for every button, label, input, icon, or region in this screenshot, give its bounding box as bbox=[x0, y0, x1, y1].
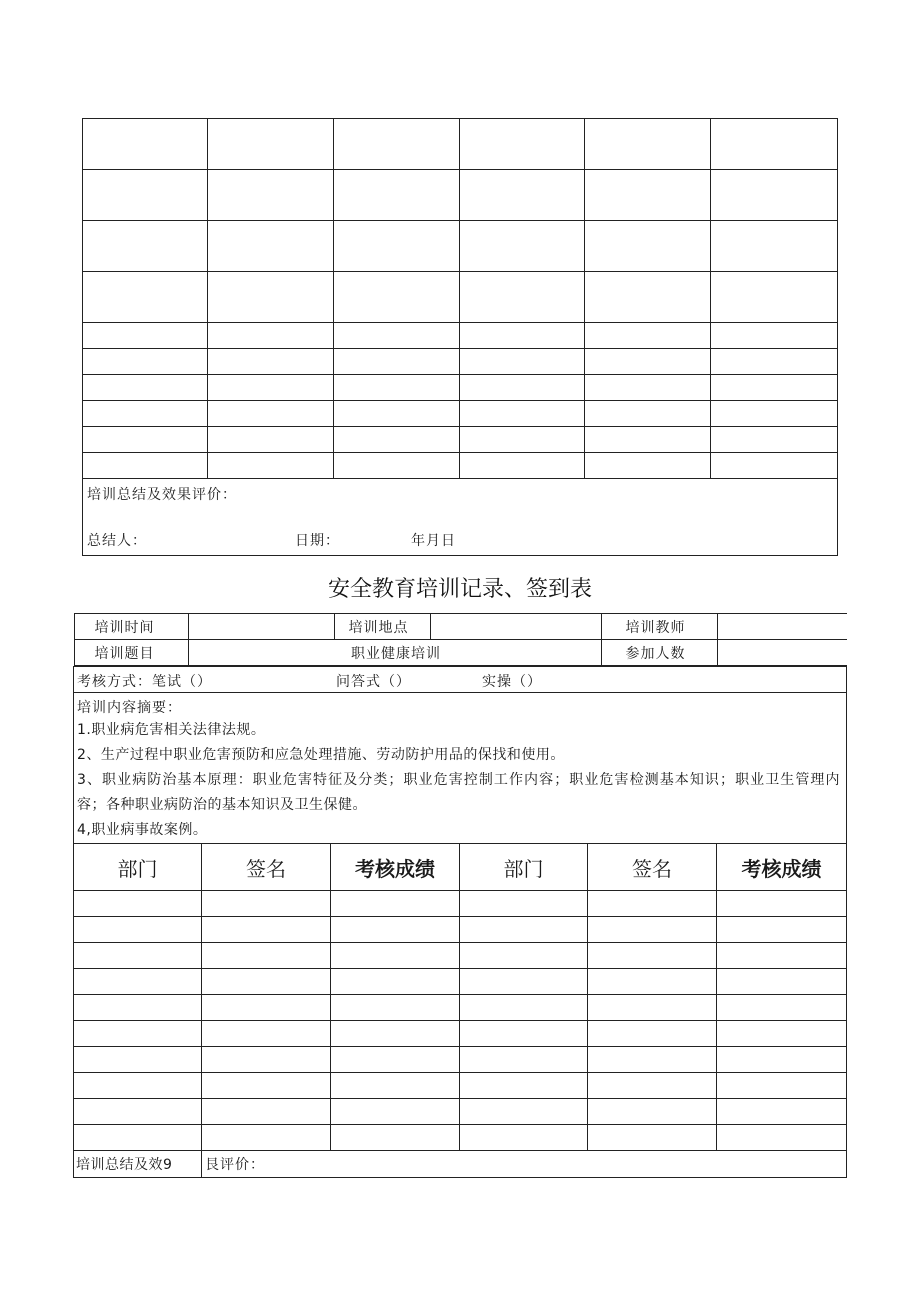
exam-qa-label[interactable]: 问答式（） bbox=[336, 674, 411, 690]
signin-cell[interactable] bbox=[588, 917, 717, 943]
count-field[interactable] bbox=[717, 640, 847, 666]
blank-cell[interactable] bbox=[334, 119, 460, 170]
topic-field[interactable]: 职业健康培训 bbox=[188, 640, 601, 666]
signin-cell[interactable] bbox=[588, 1099, 717, 1125]
exam-practice-label[interactable]: 实操（） bbox=[482, 674, 542, 690]
signin-cell[interactable] bbox=[588, 969, 717, 995]
signin-row bbox=[74, 1047, 847, 1073]
signin-cell[interactable] bbox=[717, 1073, 847, 1099]
signin-row bbox=[74, 917, 847, 943]
signin-cell[interactable] bbox=[460, 1073, 588, 1099]
blank-cell[interactable] bbox=[83, 221, 208, 272]
signin-cell[interactable] bbox=[202, 891, 331, 917]
blank-cell[interactable] bbox=[585, 427, 711, 453]
place-label: 培训地点 bbox=[334, 614, 430, 640]
signin-cell[interactable] bbox=[460, 1099, 588, 1125]
blank-cell[interactable] bbox=[83, 349, 208, 375]
blank-cell[interactable] bbox=[208, 375, 334, 401]
exam-method-row bbox=[74, 667, 847, 693]
blank-cell[interactable] bbox=[208, 349, 334, 375]
blank-cell[interactable] bbox=[83, 453, 208, 479]
blank-cell[interactable] bbox=[711, 427, 838, 453]
blank-cell[interactable] bbox=[83, 170, 208, 221]
signin-row bbox=[74, 1073, 847, 1099]
signin-cell[interactable] bbox=[331, 969, 460, 995]
blank-cell[interactable] bbox=[83, 401, 208, 427]
blank-cell[interactable] bbox=[460, 401, 585, 427]
blank-cell[interactable] bbox=[585, 323, 711, 349]
blank-cell[interactable] bbox=[460, 427, 585, 453]
blank-cell[interactable] bbox=[334, 221, 460, 272]
signin-cell[interactable] bbox=[74, 1021, 202, 1047]
blank-cell[interactable] bbox=[83, 323, 208, 349]
topic-label: 培训题目 bbox=[74, 640, 188, 666]
blank-cell[interactable] bbox=[334, 323, 460, 349]
blank-cell[interactable] bbox=[334, 349, 460, 375]
signin-cell[interactable] bbox=[202, 1099, 331, 1125]
table-row bbox=[83, 401, 838, 427]
blank-cell[interactable] bbox=[208, 272, 334, 323]
blank-cell[interactable] bbox=[711, 170, 838, 221]
continued-signin-table bbox=[82, 118, 838, 556]
form-title: 安全教育培训记录、签到表 bbox=[327, 577, 592, 602]
top-summary-label: 培训总结及效果评价： bbox=[87, 487, 237, 503]
blank-cell[interactable] bbox=[585, 221, 711, 272]
signin-row bbox=[74, 1021, 847, 1047]
signin-cell[interactable] bbox=[460, 1047, 588, 1073]
signin-cell[interactable] bbox=[74, 969, 202, 995]
signin-cell[interactable] bbox=[460, 1125, 588, 1151]
blank-cell[interactable] bbox=[460, 375, 585, 401]
signin-cell[interactable] bbox=[588, 1073, 717, 1099]
signin-cell[interactable] bbox=[588, 995, 717, 1021]
signin-cell[interactable] bbox=[717, 995, 847, 1021]
blank-cell[interactable] bbox=[460, 323, 585, 349]
exam-written-label[interactable]: 考核方式：笔试（） bbox=[77, 674, 212, 690]
signin-cell[interactable] bbox=[74, 995, 202, 1021]
signin-cell[interactable] bbox=[202, 917, 331, 943]
blank-cell[interactable] bbox=[208, 170, 334, 221]
signin-cell[interactable] bbox=[202, 995, 331, 1021]
header-signature-2: 签名 bbox=[588, 844, 717, 891]
blank-cell[interactable] bbox=[585, 375, 711, 401]
signin-cell[interactable] bbox=[588, 943, 717, 969]
exam-method-cell bbox=[74, 667, 847, 693]
table-row bbox=[83, 453, 838, 479]
final-summary-row bbox=[74, 1151, 847, 1178]
signin-cell[interactable] bbox=[331, 1099, 460, 1125]
final-summary-field[interactable]: 艮评价： bbox=[202, 1151, 847, 1178]
table-row bbox=[83, 170, 838, 221]
blank-cell[interactable] bbox=[460, 119, 585, 170]
final-summary-label: 培训总结及效9 bbox=[74, 1151, 202, 1178]
blank-cell[interactable] bbox=[83, 375, 208, 401]
blank-cell[interactable] bbox=[585, 453, 711, 479]
blank-cell[interactable] bbox=[334, 375, 460, 401]
signin-header-row bbox=[74, 844, 847, 891]
training-signin-form bbox=[73, 613, 847, 1178]
signin-cell[interactable] bbox=[460, 891, 588, 917]
place-field[interactable] bbox=[430, 614, 601, 640]
summarizer-label: 总结人： bbox=[87, 533, 147, 549]
signin-cell[interactable] bbox=[588, 891, 717, 917]
table-row bbox=[83, 221, 838, 272]
blank-cell[interactable] bbox=[711, 272, 838, 323]
blank-cell[interactable] bbox=[460, 272, 585, 323]
header-signature-1: 签名 bbox=[202, 844, 331, 891]
blank-cell[interactable] bbox=[334, 427, 460, 453]
info-table-1 bbox=[74, 613, 847, 666]
signin-cell[interactable] bbox=[202, 1125, 331, 1151]
content-item-1: 1.职业病危害相关法律法规。 bbox=[77, 722, 266, 738]
table-row bbox=[83, 375, 838, 401]
top-summary-footer bbox=[87, 532, 827, 550]
top-summary-cell[interactable] bbox=[83, 479, 838, 556]
content-item-2: 2、生产过程中职业危害预防和应急处理措施、劳动防护用品的保找和使用。 bbox=[77, 747, 565, 763]
blank-cell[interactable] bbox=[711, 349, 838, 375]
teacher-field[interactable] bbox=[717, 614, 847, 640]
signin-cell[interactable] bbox=[331, 891, 460, 917]
content-summary-row bbox=[74, 693, 847, 844]
signin-row bbox=[74, 1125, 847, 1151]
blank-cell[interactable] bbox=[711, 401, 838, 427]
signin-row bbox=[74, 995, 847, 1021]
blank-cell[interactable] bbox=[83, 272, 208, 323]
signin-cell[interactable] bbox=[717, 1125, 847, 1151]
blank-cell[interactable] bbox=[334, 272, 460, 323]
signin-cell[interactable] bbox=[74, 917, 202, 943]
table-row bbox=[83, 323, 838, 349]
blank-cell[interactable] bbox=[208, 427, 334, 453]
content-item-3: 3、职业病防治基本原理：职业危害特征及分类；职业危害控制工作内容；职业危害检测基本知识；职业卫生管理内容；各种职业病防治的基本知识及卫生保健。 bbox=[77, 772, 840, 813]
table-row bbox=[83, 349, 838, 375]
table-row bbox=[83, 119, 838, 170]
blank-cell[interactable] bbox=[83, 427, 208, 453]
blank-cell[interactable] bbox=[460, 349, 585, 375]
signin-body bbox=[74, 891, 847, 1151]
signin-cell[interactable] bbox=[717, 943, 847, 969]
table-row bbox=[83, 427, 838, 453]
signin-cell[interactable] bbox=[460, 1021, 588, 1047]
signin-cell[interactable] bbox=[588, 1021, 717, 1047]
signin-cell[interactable] bbox=[460, 917, 588, 943]
blank-cell[interactable] bbox=[334, 401, 460, 427]
blank-cell[interactable] bbox=[585, 401, 711, 427]
blank-cell[interactable] bbox=[208, 119, 334, 170]
signin-cell[interactable] bbox=[588, 1047, 717, 1073]
signin-cell[interactable] bbox=[717, 1021, 847, 1047]
signin-cell[interactable] bbox=[331, 995, 460, 1021]
blank-cell[interactable] bbox=[83, 119, 208, 170]
signin-cell[interactable] bbox=[331, 1021, 460, 1047]
signin-cell[interactable] bbox=[202, 1021, 331, 1047]
signin-cell[interactable] bbox=[717, 917, 847, 943]
signin-cell[interactable] bbox=[202, 969, 331, 995]
signin-cell[interactable] bbox=[331, 1047, 460, 1073]
signin-cell[interactable] bbox=[202, 943, 331, 969]
header-score-2: 考核成绩 bbox=[717, 844, 847, 891]
time-field[interactable] bbox=[188, 614, 334, 640]
blank-cell[interactable] bbox=[711, 323, 838, 349]
signin-cell[interactable] bbox=[460, 943, 588, 969]
content-item-4: 4,职业病事故案例。 bbox=[77, 822, 208, 838]
continued-signin-body bbox=[83, 119, 838, 479]
content-summary-cell bbox=[74, 693, 847, 844]
signin-cell[interactable] bbox=[331, 943, 460, 969]
blank-cell[interactable] bbox=[460, 170, 585, 221]
blank-cell[interactable] bbox=[208, 221, 334, 272]
signin-cell[interactable] bbox=[331, 1073, 460, 1099]
date-label: 日期： bbox=[295, 533, 340, 549]
signin-cell[interactable] bbox=[717, 891, 847, 917]
info-row-1 bbox=[74, 613, 847, 667]
signin-cell[interactable] bbox=[202, 1073, 331, 1099]
signin-cell[interactable] bbox=[717, 1047, 847, 1073]
signin-cell[interactable] bbox=[74, 943, 202, 969]
blank-cell[interactable] bbox=[711, 375, 838, 401]
signin-cell[interactable] bbox=[74, 1099, 202, 1125]
signin-cell[interactable] bbox=[460, 995, 588, 1021]
signin-cell[interactable] bbox=[202, 1047, 331, 1073]
signin-cell[interactable] bbox=[74, 1047, 202, 1073]
blank-cell[interactable] bbox=[208, 401, 334, 427]
signin-cell[interactable] bbox=[460, 969, 588, 995]
blank-cell[interactable] bbox=[585, 349, 711, 375]
blank-cell[interactable] bbox=[334, 453, 460, 479]
blank-cell[interactable] bbox=[208, 323, 334, 349]
signin-cell[interactable] bbox=[331, 1125, 460, 1151]
signin-row bbox=[74, 943, 847, 969]
blank-cell[interactable] bbox=[585, 272, 711, 323]
header-department-1: 部门 bbox=[74, 844, 202, 891]
blank-cell[interactable] bbox=[711, 119, 838, 170]
signin-cell[interactable] bbox=[74, 1125, 202, 1151]
blank-cell[interactable] bbox=[208, 453, 334, 479]
signin-cell[interactable] bbox=[74, 891, 202, 917]
blank-cell[interactable] bbox=[711, 221, 838, 272]
signin-cell[interactable] bbox=[331, 917, 460, 943]
blank-cell[interactable] bbox=[460, 453, 585, 479]
content-title: 培训内容摘要： bbox=[77, 700, 182, 716]
header-score-1: 考核成绩 bbox=[331, 844, 460, 891]
date-placeholder: 年月日 bbox=[411, 533, 456, 549]
signin-cell[interactable] bbox=[74, 1073, 202, 1099]
header-department-2: 部门 bbox=[460, 844, 588, 891]
time-label: 培训时间 bbox=[74, 614, 188, 640]
signin-cell[interactable] bbox=[717, 1099, 847, 1125]
blank-cell[interactable] bbox=[334, 170, 460, 221]
signin-row bbox=[74, 1099, 847, 1125]
blank-cell[interactable] bbox=[585, 119, 711, 170]
table-row bbox=[83, 272, 838, 323]
teacher-label: 培训教师 bbox=[601, 614, 717, 640]
blank-cell[interactable] bbox=[460, 221, 585, 272]
signin-cell[interactable] bbox=[717, 969, 847, 995]
signin-row bbox=[74, 969, 847, 995]
signin-row bbox=[74, 891, 847, 917]
count-label: 参加人数 bbox=[601, 640, 717, 666]
signin-cell[interactable] bbox=[588, 1125, 717, 1151]
blank-cell[interactable] bbox=[711, 453, 838, 479]
blank-cell[interactable] bbox=[585, 170, 711, 221]
